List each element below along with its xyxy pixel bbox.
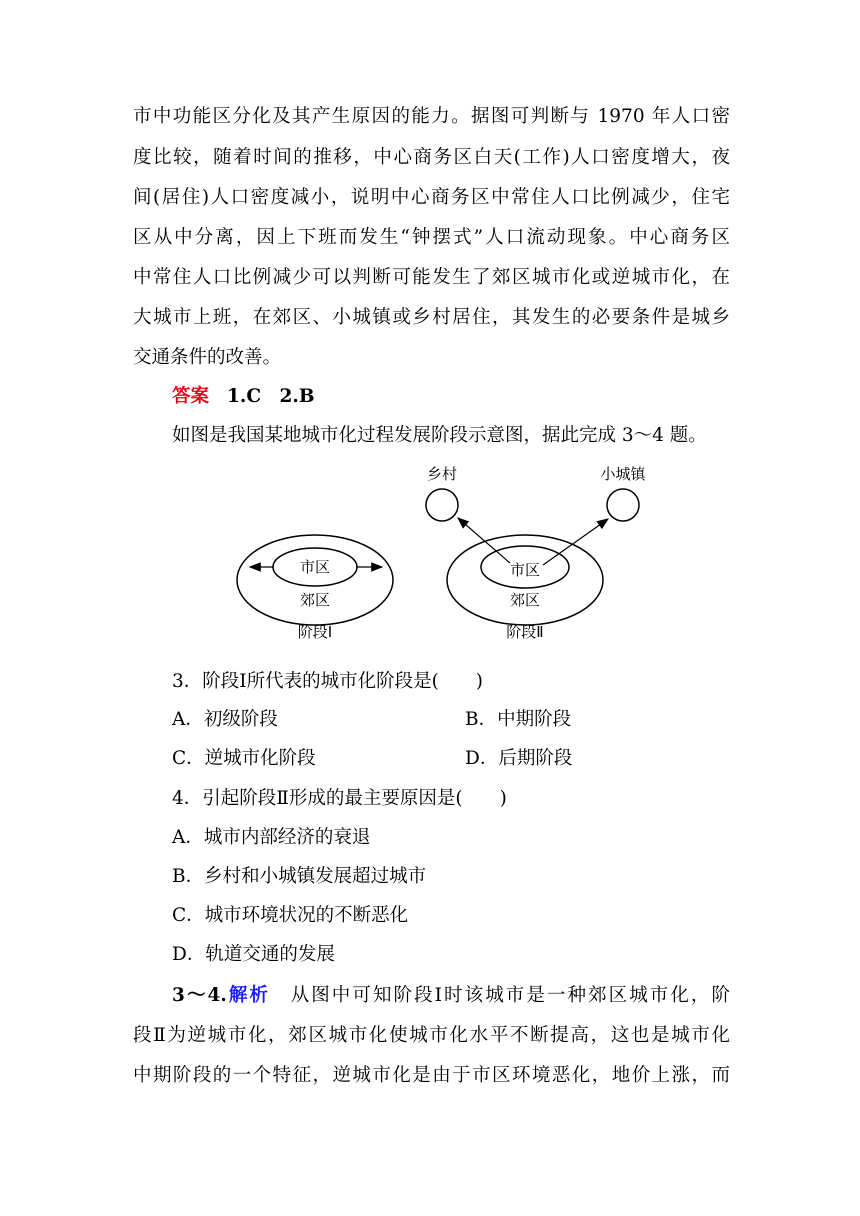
question4-stem: 4．引起阶段Ⅱ形成的最主要原因是( ) <box>172 788 507 809</box>
village-circle <box>426 489 458 521</box>
stage1-diagram <box>237 535 393 641</box>
stage2-suburb-ring <box>447 535 603 625</box>
stage2-ring-label: 郊区 <box>509 591 541 609</box>
small-town-circle <box>607 489 639 521</box>
stage2-center-label: 市区 <box>509 561 541 579</box>
stage1-caption: 阶段Ⅰ <box>297 623 333 641</box>
question3-option-d: D．后期阶段 <box>465 748 573 769</box>
question3-option-c: C．逆城市化阶段 <box>172 748 316 769</box>
analysis-text: 从图中可知阶段Ⅰ时该城市是一种郊区城市化，阶 <box>270 985 731 1006</box>
intro-text: 如图是我国某地城市化过程发展阶段示意图，据此完成 3～4 题。 <box>172 425 707 446</box>
answer-line <box>172 379 315 415</box>
analysis-first-line <box>172 978 730 1014</box>
paragraph-line: 中常住人口比例减少可以判断可能发生了郊区城市化或逆城市化，在 <box>133 267 730 288</box>
paragraph-line: 大城市上班，在郊区、小城镇或乡村居住，其发生的必要条件是城乡 <box>133 307 730 328</box>
paragraph-line: 度比较，随着时间的推移，中心商务区白天(工作)人口密度增大，夜 <box>133 147 730 168</box>
paragraph-line: 市中功能区分化及其产生原因的能力。据图可判断与 1970 年人口密 <box>133 106 730 127</box>
analysis-line: 中期阶段的一个特征，逆城市化是由于市区环境恶化，地价上涨，而 <box>133 1065 730 1086</box>
analysis-label: 解析 <box>226 985 271 1006</box>
question4-option-b: B．乡村和小城镇发展超过城市 <box>172 866 427 887</box>
urbanization-stage-diagram <box>230 455 650 650</box>
answer-label: 答案 <box>172 386 210 407</box>
question3-option-a: A．初级阶段 <box>172 709 278 730</box>
stage1-ring-label: 郊区 <box>299 591 331 609</box>
answer-value: 1.C 2.B <box>227 386 315 407</box>
stage2-arrow-to-town <box>543 519 608 565</box>
stage1-center-label: 市区 <box>299 558 331 576</box>
question4-option-d: D．轨道交通的发展 <box>172 944 335 965</box>
village-label: 乡村 <box>426 465 458 483</box>
analysis-prefix: 3～4. <box>172 985 227 1006</box>
question3-stem: 3．阶段Ⅰ所代表的城市化阶段是( ) <box>172 671 484 692</box>
question4-option-c: C．城市环境状况的不断恶化 <box>172 905 409 926</box>
question4-option-a: A．城市内部经济的衰退 <box>172 827 371 848</box>
paragraph-line: 间(居住)人口密度减小，说明中心商务区中常住人口比例减少，住宅 <box>133 187 730 208</box>
paragraph-line: 区从中分离，因上下班而发生“钟摆式”人口流动现象。中心商务区 <box>133 227 730 248</box>
stage2-arrow-to-village <box>458 518 510 563</box>
question3-option-b: B．中期阶段 <box>465 709 572 730</box>
stage2-caption: 阶段Ⅱ <box>506 623 544 641</box>
stage2-diagram <box>426 465 646 641</box>
analysis-line: 段Ⅱ为逆城市化，郊区城市化使城市化水平不断提高，这也是城市化 <box>133 1025 730 1046</box>
small-town-label: 小城镇 <box>600 465 646 483</box>
paragraph-line: 交通条件的改善。 <box>133 347 282 368</box>
